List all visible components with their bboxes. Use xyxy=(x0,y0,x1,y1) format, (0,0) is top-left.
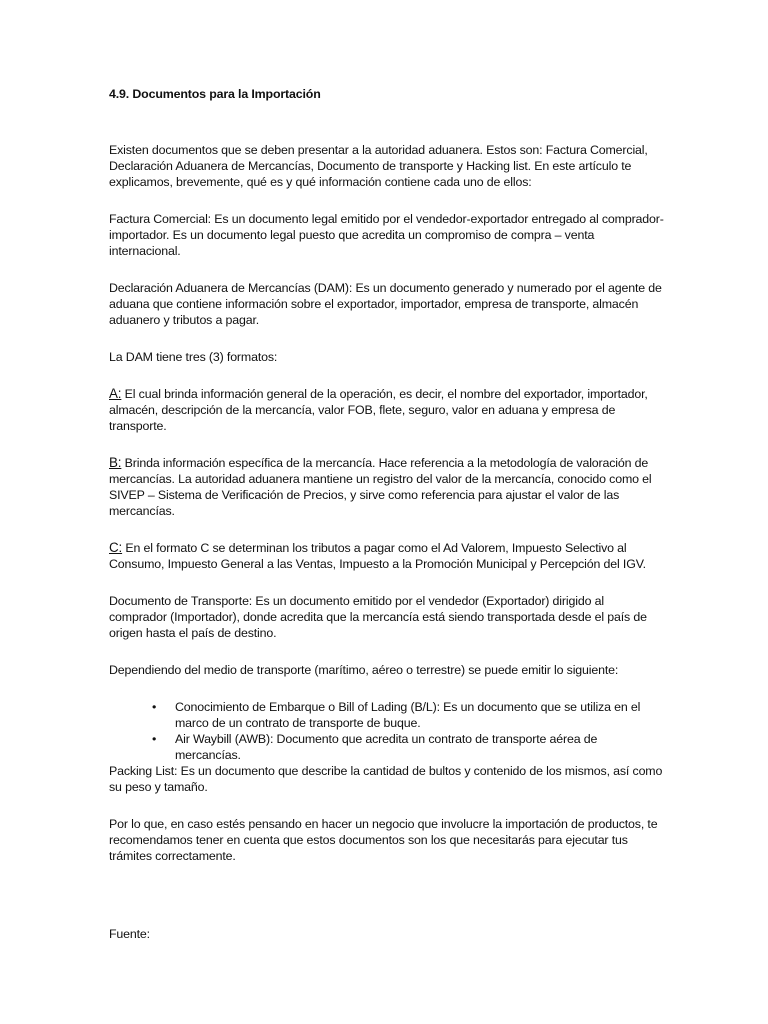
list-item xyxy=(152,699,664,731)
document-page xyxy=(109,86,664,963)
spacer xyxy=(109,885,664,926)
transporte-paragraph: Documento de Transporte: Es un documento emitido por el vendedor (Exportador) dirigido al comprador (Importador), donde acredita que la mercancía está siendo transportada desde el país de origen hasta el país de destino. xyxy=(109,594,647,640)
format-a-letter: A: xyxy=(109,386,122,401)
format-c-text: En el formato C se determinan los tributos a pagar como el Ad Valorem, Impuesto Selectivo al Consumo, Impuesto General a las Ventas, Impuesto a la Promoción Municipal y Percepción del IGV. xyxy=(109,541,646,571)
format-b-letter: B: xyxy=(109,455,122,470)
fuente-label: Fuente: xyxy=(109,927,150,941)
intro-paragraph: Existen documentos que se deben presentar a la autoridad aduanera. Estos son: Factura Comercial, Declaración Aduanera de Mercancías, Documento de transporte y Hacking list. En este artículo te explicamos, brevemente, qué es y qué información contiene cada uno de ellos: xyxy=(109,143,648,189)
format-c-paragraph xyxy=(109,540,664,572)
dam-formats-intro: La DAM tiene tres (3) formatos: xyxy=(109,350,278,364)
format-b-text: Brinda información específica de la mercancía. Hace referencia a la metodología de valoración de mercancías. La autoridad aduanera mantiene un registro del valor de la mercancía, conocido como el SIVEP – Sistema de Verificación de Precios, y sirve como referencia para ajustar el valor de las mercancías. xyxy=(109,456,652,518)
list-item xyxy=(152,731,664,763)
format-a-text: El cual brinda información general de la operación, es decir, el nombre del exportador, importador, almacén, descripción de la mercancía, valor FOB, flete, seguro, valor en aduana y empresa de transporte. xyxy=(109,387,648,433)
format-c-letter: C: xyxy=(109,540,123,555)
packing-paragraph: Packing List: Es un documento que describe la cantidad de bultos y contenido de los mismos, así como su peso y tamaño. xyxy=(109,764,663,794)
medio-intro-paragraph: Dependiendo del medio de transporte (marítimo, aéreo o terrestre) se puede emitir lo siguiente: xyxy=(109,663,619,677)
bullet-icon: • xyxy=(152,700,157,714)
section-heading: 4.9. Documentos para la Importación xyxy=(109,87,321,101)
format-a-paragraph xyxy=(109,386,664,434)
dam-paragraph: Declaración Aduanera de Mercancías (DAM): Es un documento generado y numerado por el agente de aduana que contiene información sobre el exportador, importador, empresa de transporte, almacén aduanero y tributos a pagar. xyxy=(109,281,662,327)
list-item-text: Air Waybill (AWB): Documento que acredita un contrato de transporte aérea de mercancías. xyxy=(175,732,598,762)
format-b-paragraph xyxy=(109,455,664,519)
transport-documents-list xyxy=(109,699,664,763)
factura-paragraph: Factura Comercial: Es un documento legal emitido por el vendedor-exportador entregado al comprador-importador. Es un documento legal puesto que acredita un compromiso de compra – venta internacional. xyxy=(109,212,664,258)
conclusion-paragraph: Por lo que, en caso estés pensando en hacer un negocio que involucre la importación de productos, te recomendamos tener en cuenta que estos documentos son los que necesitarás para ejecutar tus trámites correctamente. xyxy=(109,817,658,863)
bullet-icon: • xyxy=(152,732,157,746)
list-item-text: Conocimiento de Embarque o Bill of Lading (B/L): Es un documento que se utiliza en el marco de un contrato de transporte de buque. xyxy=(175,700,641,730)
